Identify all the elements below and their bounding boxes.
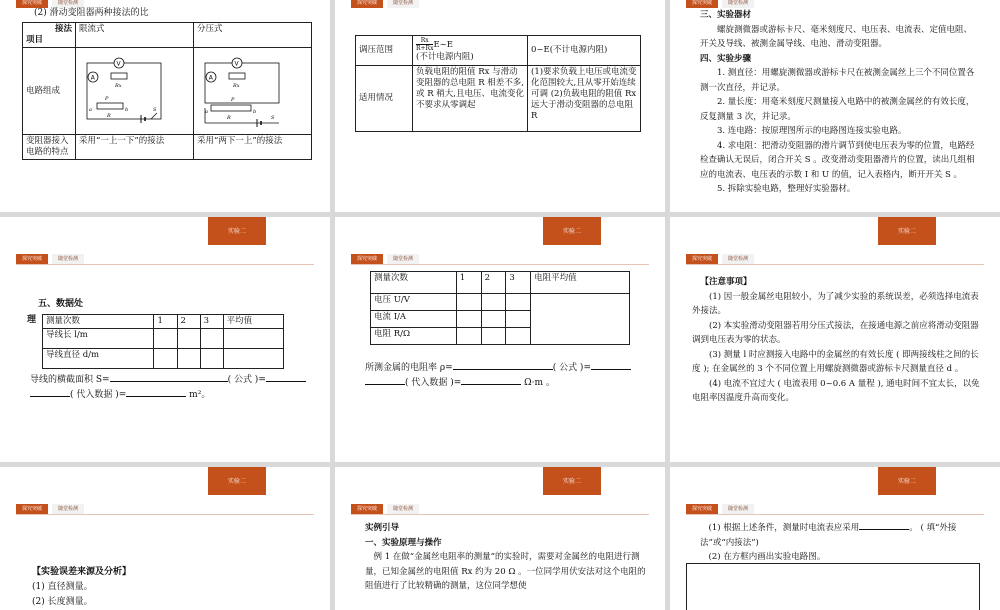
tab-explore[interactable]: 探究突破 — [16, 0, 48, 8]
wire-cell[interactable] — [177, 349, 200, 369]
tab-quiz[interactable]: 随堂检测 — [387, 0, 419, 8]
divider-feature: 采用“两下一上”的接法 — [194, 135, 312, 160]
step-3: 3. 连电路：按原理图所示的电路图连接实验电路。 — [717, 126, 907, 136]
step-4: 4. 求电阻：把滑动变阻器的滑片调节到使电压表为零的位置，电路经检查确认无误后，闭合开关 S 。改变滑动变阻器滑片的位置，读出几组相应的电流表、电压表的示数 I 和 U 的值，记入表格内，断开开关 S 。 — [700, 140, 975, 180]
slide-tabs — [686, 0, 754, 8]
slide-tabs — [351, 254, 419, 264]
wire-header-avg: 平均值 — [223, 315, 283, 329]
question-1 — [700, 521, 982, 550]
slide-tabs — [686, 504, 754, 514]
experiment-badge: 实验二 — [878, 217, 936, 245]
experiment-badge: 实验二 — [543, 467, 601, 495]
slide-8[interactable] — [335, 467, 665, 610]
drawing-box[interactable] — [686, 563, 980, 610]
svg-text:b: b — [253, 109, 257, 115]
res-header-count: 测量次数 — [371, 272, 457, 294]
tab-quiz[interactable]: 随堂检测 — [722, 254, 754, 264]
comparison-table — [355, 35, 641, 132]
data-heading-tail: 理 — [27, 315, 37, 325]
res-cell[interactable] — [456, 294, 481, 311]
slide-3[interactable] — [670, 0, 1000, 212]
header-rule — [16, 264, 314, 265]
procedure-text — [700, 8, 978, 197]
svg-text:P: P — [105, 96, 109, 102]
error-1: (1) 直径测量。 — [32, 582, 93, 592]
tab-quiz[interactable]: 随堂检测 — [387, 254, 419, 264]
wire-cell[interactable] — [154, 329, 177, 349]
question-2: (2) 在方框内画出实验电路图。 — [708, 552, 826, 562]
data-heading: 五、数据处 — [38, 299, 84, 309]
res-cell[interactable] — [456, 311, 481, 328]
row-feature-label: 变阻器接入电路的特点 — [23, 135, 76, 160]
svg-text:A: A — [90, 74, 95, 82]
svg-text:b: b — [125, 107, 129, 113]
question-1-text: (1) 根据上述条件，测量时电流表应采用 — [708, 523, 860, 533]
res-cell[interactable] — [506, 311, 531, 328]
tab-explore[interactable]: 探究突破 — [351, 504, 383, 514]
res-cell[interactable] — [506, 294, 531, 311]
range-limiting-note: (不计电源内阻) — [416, 52, 474, 62]
resistivity-blank-cont[interactable] — [365, 384, 405, 385]
tab-explore[interactable]: 探究突破 — [686, 0, 718, 8]
res-header-avg: 电阻平均值 — [531, 272, 630, 294]
slide-title: (2) 滑动变阻器两种接法的比 — [34, 8, 149, 18]
principle-heading: 一、实验原理与操作 — [365, 537, 442, 548]
tab-quiz[interactable]: 随堂检测 — [722, 0, 754, 8]
area-unit: m²。 — [189, 390, 211, 400]
wire-row-diameter: 导线直径 d/m — [43, 349, 154, 369]
slide-tabs — [16, 504, 84, 514]
step-1: 1. 测直径：用螺旋测微器或游标卡尺在被测金属丝上三个不同位置各测一次直径，并记录。 — [700, 68, 975, 93]
area-formula-unit: ( 公式 )= — [227, 375, 266, 385]
res-cell[interactable] — [481, 328, 506, 345]
tab-quiz[interactable]: 随堂检测 — [722, 504, 754, 514]
slide-9[interactable] — [670, 467, 1000, 610]
ratio-fraction — [416, 37, 433, 52]
slide-tabs — [351, 0, 419, 8]
svg-text:S: S — [271, 115, 275, 121]
svg-text:S: S — [153, 107, 157, 113]
tab-quiz[interactable]: 随堂检测 — [52, 504, 84, 514]
header-rule — [686, 264, 984, 265]
slide-6[interactable] — [670, 217, 1000, 462]
tab-quiz[interactable]: 随堂检测 — [387, 504, 419, 514]
area-formula — [30, 373, 310, 403]
question-text — [700, 521, 982, 565]
slide-tabs — [686, 254, 754, 264]
wire-header-count: 测量次数 — [43, 315, 154, 329]
res-cell[interactable] — [481, 311, 506, 328]
resistivity-blank-formula[interactable] — [453, 369, 553, 370]
res-cell[interactable] — [506, 328, 531, 345]
question-1-tail: 。 ( 填“外接法”或“内接法”) — [700, 523, 957, 548]
svg-text:V: V — [234, 60, 239, 68]
steps-heading: 四、实验步骤 — [700, 53, 752, 64]
area-blank-value[interactable] — [126, 396, 186, 397]
row-circuit-label: 电路组成 — [23, 48, 76, 135]
rheostat-table — [22, 22, 312, 160]
wire-cell[interactable] — [177, 329, 200, 349]
slide-tabs — [351, 504, 419, 514]
resistivity-blank-mid[interactable] — [591, 369, 631, 370]
ratio-numerator: Rx — [416, 37, 433, 45]
range-divider: 0~E(不计电源内阻) — [528, 36, 641, 66]
res-row-current: 电流 I/A — [371, 311, 457, 328]
notes-text — [692, 275, 980, 406]
range-limiting — [413, 36, 528, 66]
usage-limiting: 负载电阻的阻值 Rx 与滑动变阻器的总电阻 R 相差不多,或 R 稍大,且电压、电流变化不要求从零调起 — [413, 66, 528, 132]
divider-circuit — [194, 48, 312, 135]
res-row-resistance: 电阻 R/Ω — [371, 328, 457, 345]
tab-explore[interactable]: 探究突破 — [16, 254, 48, 264]
note-2: (2) 本实验滑动变阻器若用分压式接法，在接通电源之前应将滑动变阻器调到电压表为零的状态。 — [692, 320, 979, 345]
wire-cell[interactable] — [200, 329, 223, 349]
usage-label: 适用情况 — [356, 66, 413, 132]
svg-text:R: R — [107, 113, 111, 119]
slide-5[interactable] — [335, 217, 665, 462]
note-4: (4) 电流不宜过大 ( 电流表用 0~0.6 A 量程 ), 通电时间不宜太长，以免电阻率因温度升高而变化。 — [692, 378, 980, 403]
svg-text:V: V — [116, 60, 121, 68]
limiting-circuit — [76, 48, 194, 135]
resistivity-blank-value[interactable] — [461, 384, 521, 385]
ratio-denominator: R+Rx — [416, 45, 434, 52]
step-5: 5. 拆除实验电路，整理好实验器材。 — [717, 184, 856, 194]
slide-2[interactable] — [335, 0, 665, 212]
area-substitute-label: ( 代入数据 )= — [70, 390, 127, 400]
svg-text:Rx: Rx — [233, 83, 240, 89]
wire-cell[interactable] — [154, 349, 177, 369]
error-heading: 【实验误差来源及分析】 — [32, 567, 132, 577]
tab-explore[interactable]: 探究突破 — [351, 254, 383, 264]
svg-text:a: a — [205, 109, 208, 115]
header-method: 接法 — [54, 24, 72, 34]
wire-header-2: 2 — [177, 315, 200, 329]
wire-cell[interactable] — [200, 349, 223, 369]
note-3: (3) 测量 l 时应测接入电路中的金属丝的有效长度 ( 即两接线柱之间的长度 ); 在金属丝的 3 个不同位置上用螺旋测微器或游标卡尺测量直径 d 。 — [692, 349, 979, 374]
range-label: 调压范围 — [356, 36, 413, 66]
note-1: (1) 因一般金属丝电阻较小，为了减少实验的系统误差，必须选择电流表外接法。 — [692, 291, 979, 316]
diagonal-header — [23, 23, 76, 48]
materials-text: 螺旋测微器或游标卡尺、毫米刻度尺、电压表、电流表、定值电阻、开关及导线、被测金属导线、电池、滑动变阻器。 — [700, 24, 973, 49]
resistivity-label: 所测金属的电阻率 ρ= — [365, 363, 453, 373]
error-2: (2) 长度测量。 — [32, 597, 93, 607]
limiting-feature: 采用“一上一下”的接法 — [76, 135, 194, 160]
svg-text:R: R — [227, 115, 231, 121]
resistivity-substitute-label: ( 代入数据 )= — [405, 378, 462, 388]
experiment-badge: 实验二 — [208, 217, 266, 245]
wire-row-length: 导线长 l/m — [43, 329, 154, 349]
col-current-limiting: 限流式 — [76, 23, 194, 48]
resistivity-formula — [365, 361, 645, 391]
example-1-text: 例 1 在做“金属丝电阻率的测量”的实验时，需要对金属丝的电阻进行测量，已知金属丝的电阻值 Rx 约为 20 Ω 。一位同学用伏安法对这个电阻的阻值进行了比较精确的测量，这位同学想使 — [365, 552, 646, 591]
res-row-voltage: 电压 U/V — [371, 294, 457, 311]
experiment-badge: 实验二 — [543, 217, 601, 245]
materials-heading: 三、实验器材 — [700, 10, 752, 20]
res-cell[interactable] — [456, 328, 481, 345]
res-cell[interactable] — [481, 294, 506, 311]
error-text — [32, 565, 312, 610]
tab-quiz[interactable]: 随堂检测 — [52, 254, 84, 264]
resistivity-formula-unit: ( 公式 )= — [552, 363, 591, 373]
resistivity-unit: Ω·m 。 — [524, 378, 555, 388]
wire-cell[interactable] — [223, 349, 283, 369]
range-limiting-value: E~E — [433, 40, 453, 50]
header-item: 项目 — [26, 35, 44, 45]
area-formula-label: 导线的横截面积 S= — [30, 375, 110, 385]
header-rule — [351, 514, 649, 515]
area-blank-cont[interactable] — [30, 396, 70, 397]
usage-divider: (1)要求负载上电压或电流变化范围较大,且从零开始连续可调 (2)负载电阻的阻值 Rx 远大于滑动变阻器的总电阻 R — [528, 66, 641, 132]
divider-circuit-diagram — [197, 49, 287, 129]
wire-header-3: 3 — [200, 315, 223, 329]
step-2: 2. 量长度：用毫米刻度尺测量接入电路中的被测金属丝的有效长度，反复测量 3 次，并记录。 — [700, 97, 975, 122]
header-rule — [351, 264, 649, 265]
experiment-badge: 实验二 — [208, 467, 266, 495]
limiting-circuit-diagram — [79, 49, 169, 129]
tab-quiz[interactable]: 随堂检测 — [52, 0, 84, 8]
area-blank-mid[interactable] — [266, 381, 306, 382]
wire-cell[interactable] — [223, 329, 283, 349]
tab-explore[interactable]: 探究突破 — [686, 254, 718, 264]
answer-blank[interactable] — [859, 529, 909, 530]
svg-text:A: A — [208, 74, 213, 82]
example-text — [365, 521, 647, 594]
tab-explore[interactable]: 探究突破 — [686, 504, 718, 514]
slide-tabs — [16, 254, 84, 264]
svg-text:Rx: Rx — [115, 83, 122, 89]
svg-text:a: a — [89, 107, 92, 113]
header-rule — [16, 514, 314, 515]
tab-explore[interactable]: 探究突破 — [351, 0, 383, 8]
slide-1[interactable] — [0, 0, 330, 212]
col-voltage-divider: 分压式 — [194, 23, 312, 48]
experiment-badge: 实验二 — [878, 467, 936, 495]
wire-header-1: 1 — [154, 315, 177, 329]
header-rule — [686, 514, 984, 515]
notes-heading: 【注意事项】 — [700, 277, 752, 287]
resistance-table — [370, 271, 630, 345]
svg-text:P: P — [231, 97, 235, 103]
res-header-1: 1 — [456, 272, 481, 294]
res-header-3: 3 — [506, 272, 531, 294]
wire-table — [42, 314, 284, 369]
example-heading: 实例引导 — [365, 523, 400, 533]
area-blank-formula[interactable] — [110, 381, 228, 382]
slide-4[interactable] — [0, 217, 330, 462]
tab-explore[interactable]: 探究突破 — [16, 504, 48, 514]
slide-7[interactable] — [0, 467, 330, 610]
res-header-2: 2 — [481, 272, 506, 294]
res-avg-cell[interactable] — [531, 294, 630, 345]
